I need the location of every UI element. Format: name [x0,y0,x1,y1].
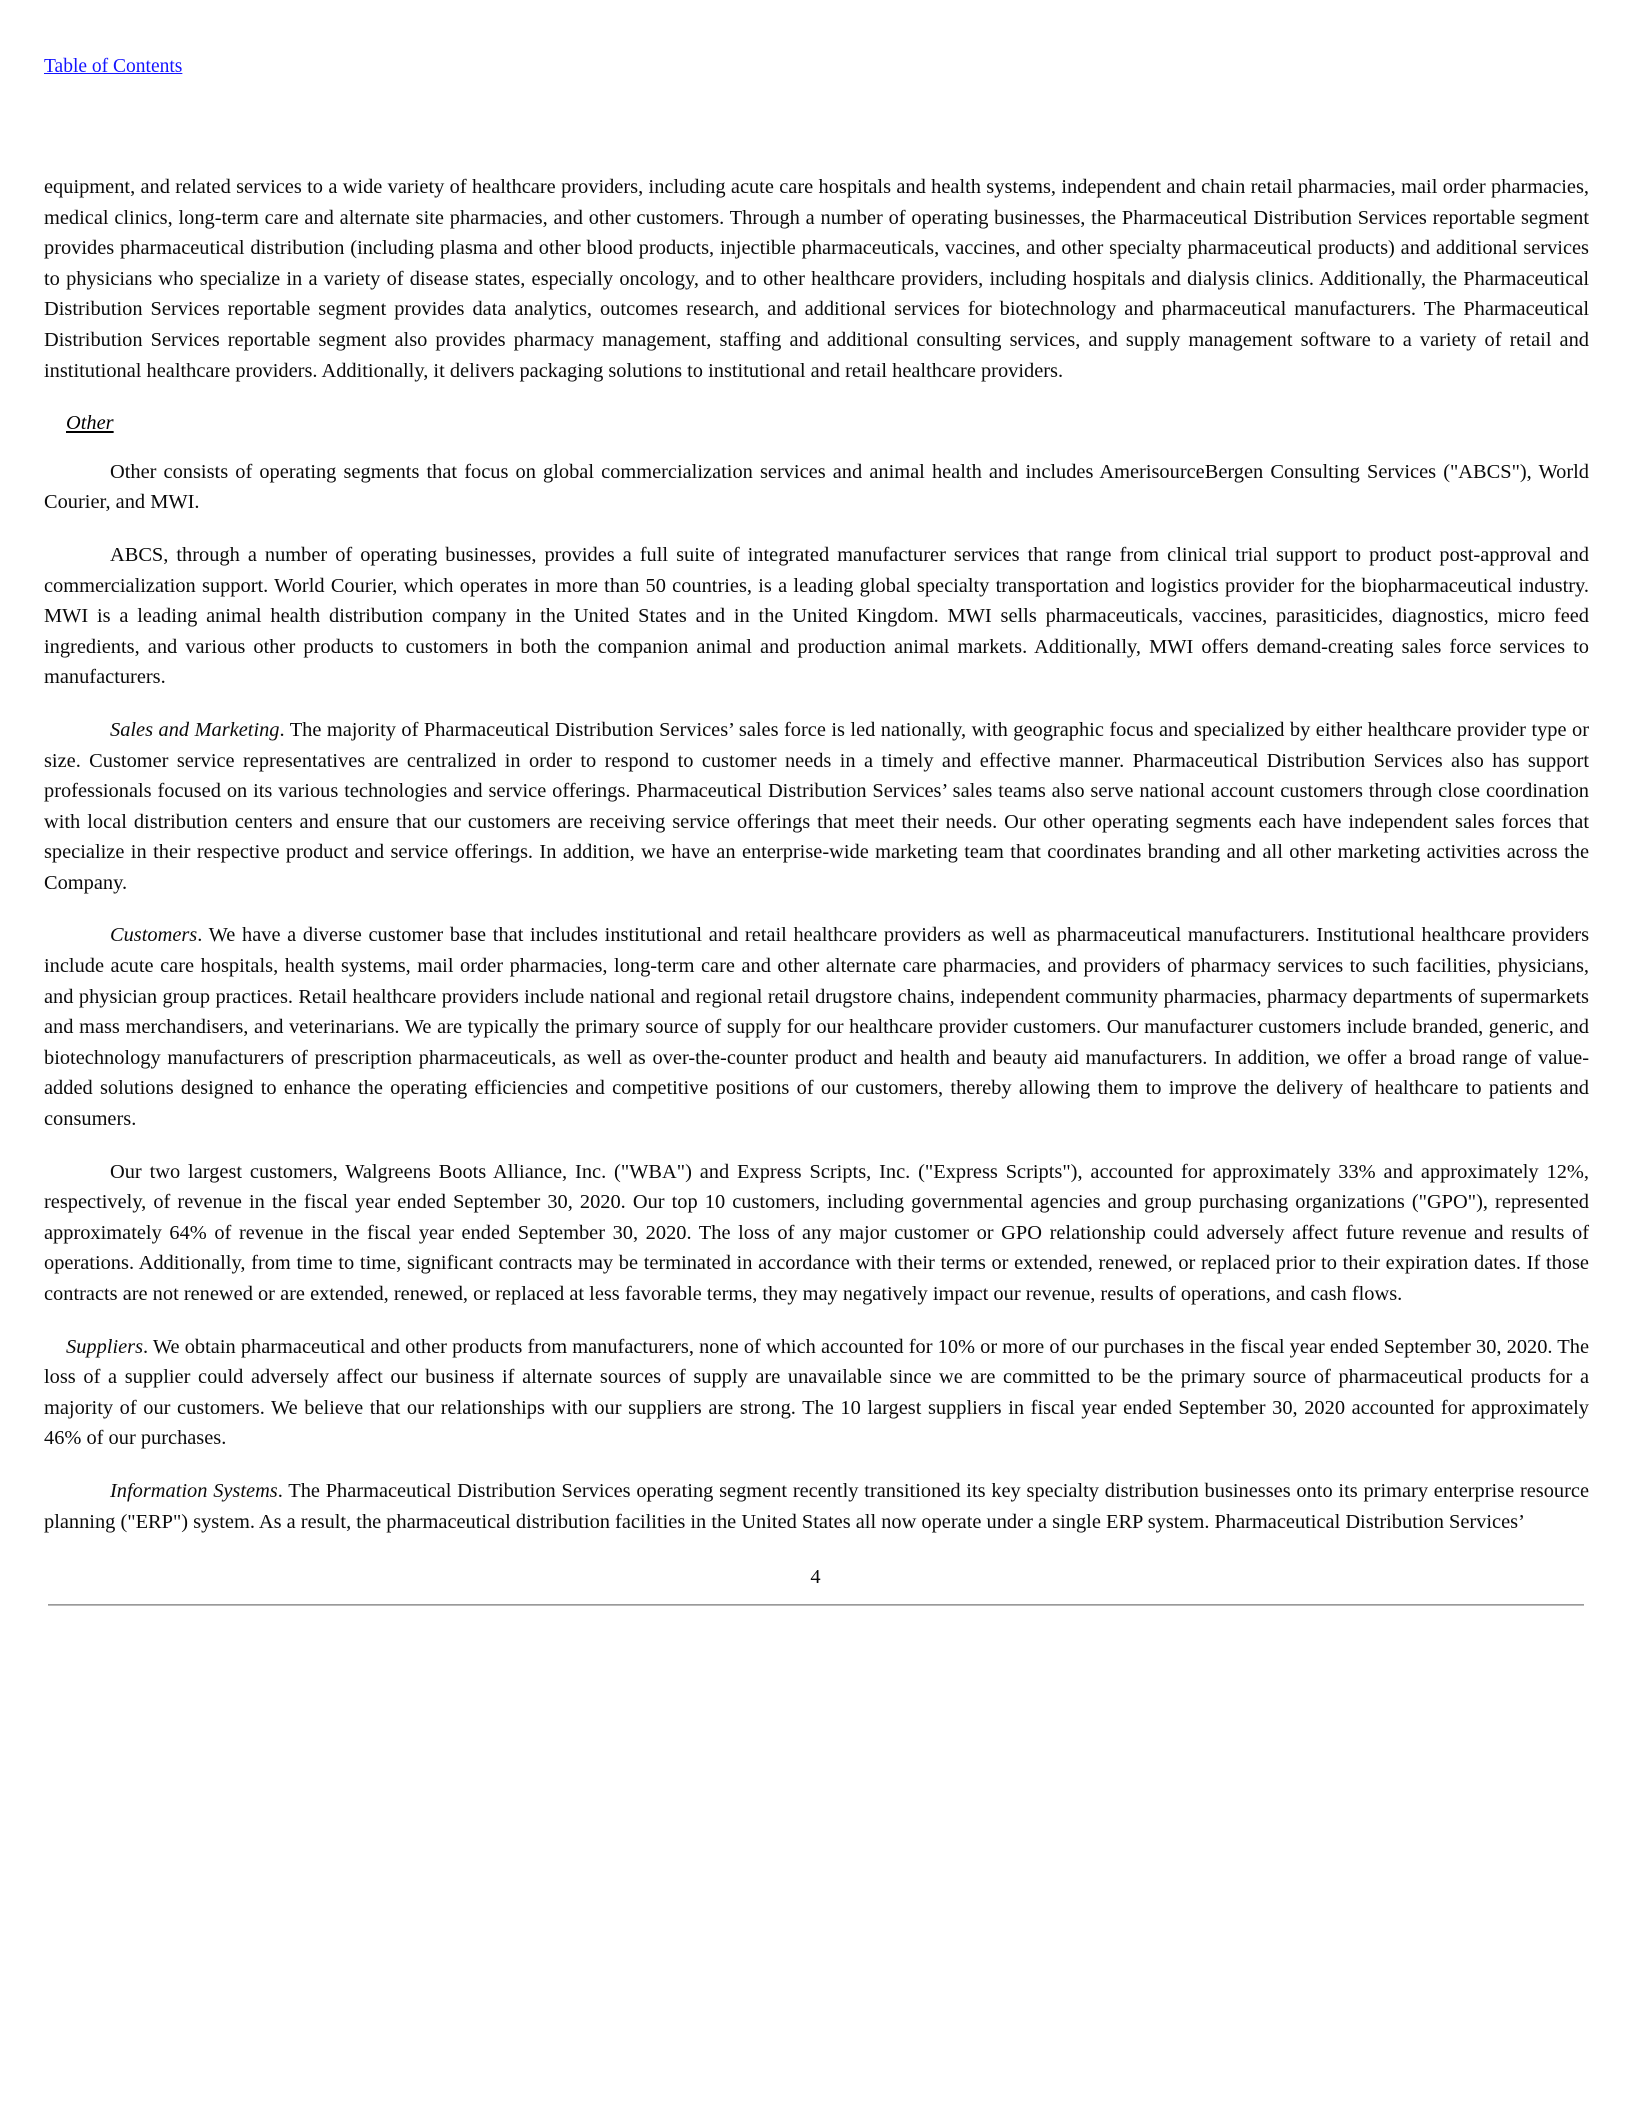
footer-divider [48,1604,1584,1606]
paragraph-largest-customers: Our two largest customers, Walgreens Boots Alliance, Inc. ("WBA") and Express Scripts, Inc. ("Express Scripts"), accounted for approximately 33% and approximately 12%, respectively, of revenue in the fiscal year ended September 30, 2020. Our top 10 customers, including governmental agencies and group purchasing organizations ("GPO"), represented approximately 64% of revenue in the fiscal year ended September 30, 2020. The loss of any major customer or GPO relationship could adversely affect future revenue and results of operations. Additionally, from time to time, significant contracts may be terminated in accordance with their terms or extended, renewed, or replaced prior to their expiration dates. If those contracts are not renewed or are extended, renewed, or replaced at less favorable terms, they may negatively impact our revenue, results of operations, and cash flows. [44,1160,1589,1305]
section-heading-other-label: Other [66,412,114,435]
customers-text: . We have a diverse customer base that includes institutional and retail healthcare providers as well as pharmaceutical manufacturers. Institutional healthcare providers include acute care hospitals, health systems, mail order pharmacies, long-term care and other alternate care pharmacies, and providers of pharmacy services to such facilities, physicians, and physician group practices. Retail healthcare providers include national and regional retail drugstore chains, independent community pharmacies, pharmacy departments of supermarkets and mass merchandisers, and veterinarians. We are typically the primary source of supply for our healthcare provider customers. Our manufacturer customers include branded, generic, and biotechnology manufacturers of prescription pharmaceuticals, as well as over-the-counter product and health and beauty aid manufacturers. In addition, we offer a broad range of value-added solutions designed to enhance the operating efficiencies and competitive positions of our customers, thereby allowing them to improve the delivery of healthcare to patients and consumers. [44,924,1589,1131]
paragraph-suppliers [44,1332,1589,1454]
section-heading-other [44,408,1589,439]
table-of-contents-link-wrap [44,56,182,78]
suppliers-text: . We obtain pharmaceutical and other products from manufacturers, none of which accounted for 10% or more of our purchases in the fiscal year ended September 30, 2020. The loss of a supplier could adversely affect our business if alternate sources of supply are unavailable since we are committed to be the primary source of pharmaceutical products for a majority of our customers. We believe that our relationships with our suppliers are strong. The 10 largest suppliers in fiscal year ended September 30, 2020 accounted for approximately 46% of our purchases. [44,1335,1589,1450]
paragraph-abcs: ABCS, through a number of operating businesses, provides a full suite of integrated manufacturer services that range from clinical trial support to product post-approval and commercialization support. World Courier, which operates in more than 50 countries, is a leading global specialty transportation and logistics provider for the biopharmaceutical industry. MWI is a leading animal health distribution company in the United States and in the United Kingdom. MWI sells pharmaceuticals, vaccines, parasiticides, diagnostics, micro feed ingredients, and various other products to customers in both the companion animal and production animal markets. Additionally, MWI offers demand-creating sales force services to manufacturers. [44,543,1589,689]
paragraph-information-systems [44,1476,1589,1537]
sales-and-marketing-text: . The majority of Pharmaceutical Distribution Services’ sales force is led nationally, with geographic focus and specialized by either healthcare provider type or size. Customer service representatives are centralized in order to respond to customer needs in a timely and effective manner. Pharmaceutical Distribution Services also has support professionals focused on its various technologies and service offerings. Pharmaceutical Distribution Services’ sales teams also serve national account customers through close coordination with local distribution centers and ensure that our customers are receiving service offerings that meet their needs. Our other operating segments each have independent sales forces that specialize in their respective product and service offerings. In addition, we have an enterprise-wide marketing team that coordinates branding and all other marketing activities across the Company. [44,718,1590,894]
page-number: 4 [810,1566,821,1588]
paragraph-customers [44,920,1589,1134]
paragraph-sales-and-marketing [44,715,1589,899]
information-systems-label: Information Systems [110,1479,278,1502]
customers-label: Customers [110,924,198,947]
document-content [44,172,1589,1559]
paragraph-continued: equipment, and related services to a wide variety of healthcare providers, including acute care hospitals and health systems, independent and chain retail pharmacies, mail order pharmacies, medical clinics, long-term care and alternate site pharmacies, and other customers. Through a number of operating businesses, the Pharmaceutical Distribution Services reportable segment provides pharmaceutical distribution (including plasma and other blood products, injectible pharmaceuticals, vaccines, and other specialty pharmaceutical products) and additional services to physicians who specialize in a variety of disease states, especially oncology, and to other healthcare providers, including hospitals and dialysis clinics. Additionally, the Pharmaceutical Distribution Services reportable segment provides data analytics, outcomes research, and additional services for biotechnology and pharmaceutical manufacturers. The Pharmaceutical Distribution Services reportable segment also provides pharmacy management, staffing and additional consulting services, and supply management software to a variety of retail and institutional healthcare providers. Additionally, it delivers packaging solutions to institutional and retail healthcare providers. [44,176,1589,382]
information-systems-text: . The Pharmaceutical Distribution Services operating segment recently transitioned its key specialty distribution businesses onto its primary enterprise resource planning ("ERP") system. As a result, the pharmaceutical distribution facilities in the United States all now operate under a single ERP system. Pharmaceutical Distribution Services’ [44,1479,1589,1533]
table-of-contents-link[interactable]: Table of Contents [44,56,183,77]
suppliers-label: Suppliers [66,1335,144,1358]
paragraph-other-intro: Other consists of operating segments that focus on global commercialization services and animal health and includes AmerisourceBergen Consulting Services ("ABCS"), World Courier, and MWI. [44,460,1589,514]
sales-and-marketing-label: Sales and Marketing [110,718,280,741]
